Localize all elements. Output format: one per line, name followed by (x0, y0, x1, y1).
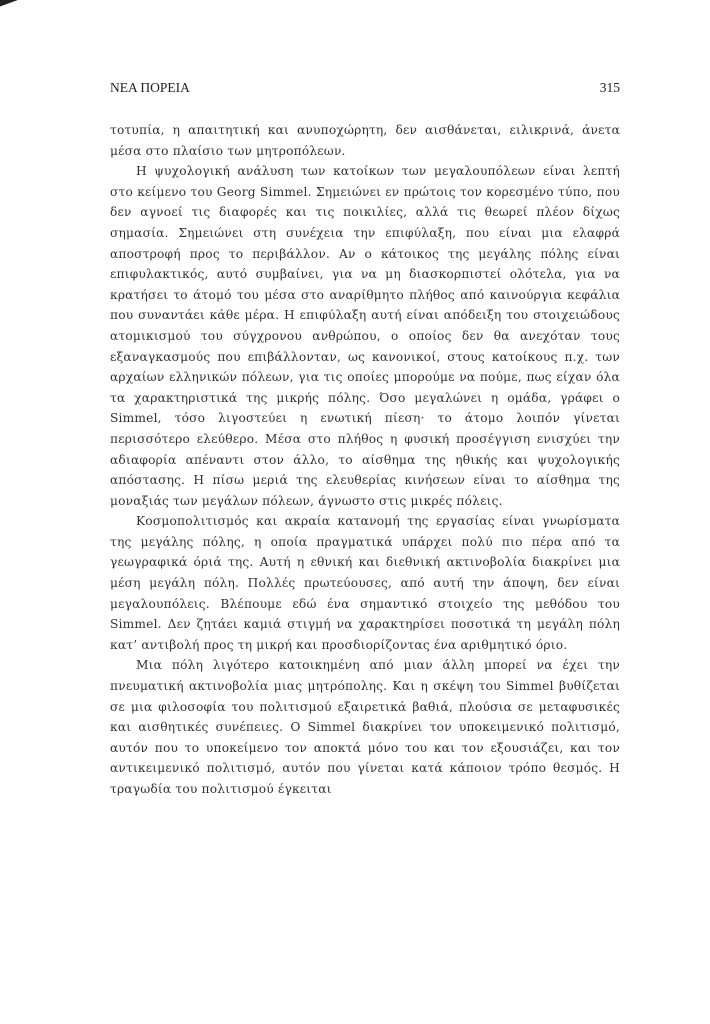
paragraph-psychological-analysis: Η ψυχολογική ανάλυση των κατοίκων των μεγαλουπόλεων είναι λεπτή στο κείμενο του Georg Simmel. Σημειώνει εν πρώτοις τον κορεσμένο τύπο, που δεν αγνοεί τις διαφορές και τις ποικιλίες, αλλά τις θεωρεί πλέον δίχως σημασία. Σημειώνει στη συνέχεια την επιφύλαξη, που είναι μια ελαφρά αποστροφή προς το περιβάλλον. Αν ο κάτοικος της μεγάλης πόλης είναι επιφυλακτικός, αυτό συμβαίνει, για να μη διασκορπιστεί ολότελα, για να κρατήσει το άτομό του μέσα στο αναρίθμητο πλήθος από καινούργια κεφάλια που συναντάει κάθε μέρα. Η επιφύλαξη αυτή είναι απόδειξη του στοιχειώδους ατομικισμού του σύγχρονου ανθρώπου, ο οποίος δεν θα ανεχόταν τους εξαναγκασμούς που επιβάλλονταν, ως κανονικοί, στους κατοίκους π.χ. των αρχαίων ελληνικών πόλεων, για τις οποίες μπορούμε να πούμε, πως είχαν όλα τα χαρακτηριστικά της μικρής πόλης. Όσο μεγαλώνει η ομάδα, γράφει ο Simmel, τόσο λιγοστεύει η ενωτική πίεση· το άτομο λοιπόν γίνεται περισσότερο ελεύθερο. Μέσα στο πλήθος η φυσική προσέγγιση ενισχύει την αδιαφορία απέναντι στον άλλο, το αίσθημα της ηθικής και ψυχολογικής απόστασης. Η πίσω μεριά της ελευθερίας κινήσεων είναι το αίσθημα της μοναξιάς των μεγάλων πόλεων, άγνωστο στις μικρές πόλεις. (110, 164, 620, 508)
running-title: ΝΕΑ ΠΟΡΕΙΑ (110, 80, 190, 95)
scan-corner-mark (0, 0, 22, 8)
paragraph-culture: Μια πόλη λιγότερο κατοικημένη από μιαν άλλη μπορεί να έχει την πνευματική ακτινοβολία μιας μητρόπολης. Και η σκέψη του Simmel βυθίζεται σε μια φιλοσοφία του πολιτισμού εξαιρετικά βαθιά, πλούσια σε μεταφυσικές και αισθητικές συνέπειες. Ο Simmel διακρίνει τον υποκειμενικό πολιτισμό, αυτόν που το υποκείμενο τον αποκτά μόνο του και τον εξουσιάζει, και τον αντικειμενικό πολιτισμό, αυτόν που γίνεται κατά κάποιον τρόπο θεσμός. Η τραγωδία του πολιτισμού έγκειται (110, 658, 620, 796)
paragraph-cosmopolitanism: Κοσμοπολιτισμός και ακραία κατανομή της εργασίας είναι γνωρίσματα της μεγάλης πόλης, η οποία πραγματικά υπάρχει πολύ πιο πέρα από τα γεωγραφικά όριά της. Αυτή η εθνική και διεθνική ακτινοβολία διακρίνει μια μέση μεγάλη πόλη. Πολλές πρωτεύουσες, από αυτή την άποψη, δεν είναι μεγαλουπόλεις. Βλέπουμε εδώ ένα σημαντικό στοιχείο της μεθόδου του Simmel. Δεν ζητάει καμιά στιγμή να χαρακτηρίσει ποσοτικά τη μεγάλη πόλη κατ’ αντιβολή προς τη μικρή και προσδιορίζοντας ένα αριθμητικό όριο. (110, 514, 620, 652)
body-text (110, 120, 620, 800)
paragraph-continued: τοτυπία, η απαιτητική και ανυποχώρητη, δεν αισθάνεται, ειλικρινά, άνετα μέσα στο πλαίσιο των μητροπόλεων. (110, 123, 620, 158)
page-header (110, 80, 620, 100)
page-number: 315 (599, 80, 620, 95)
